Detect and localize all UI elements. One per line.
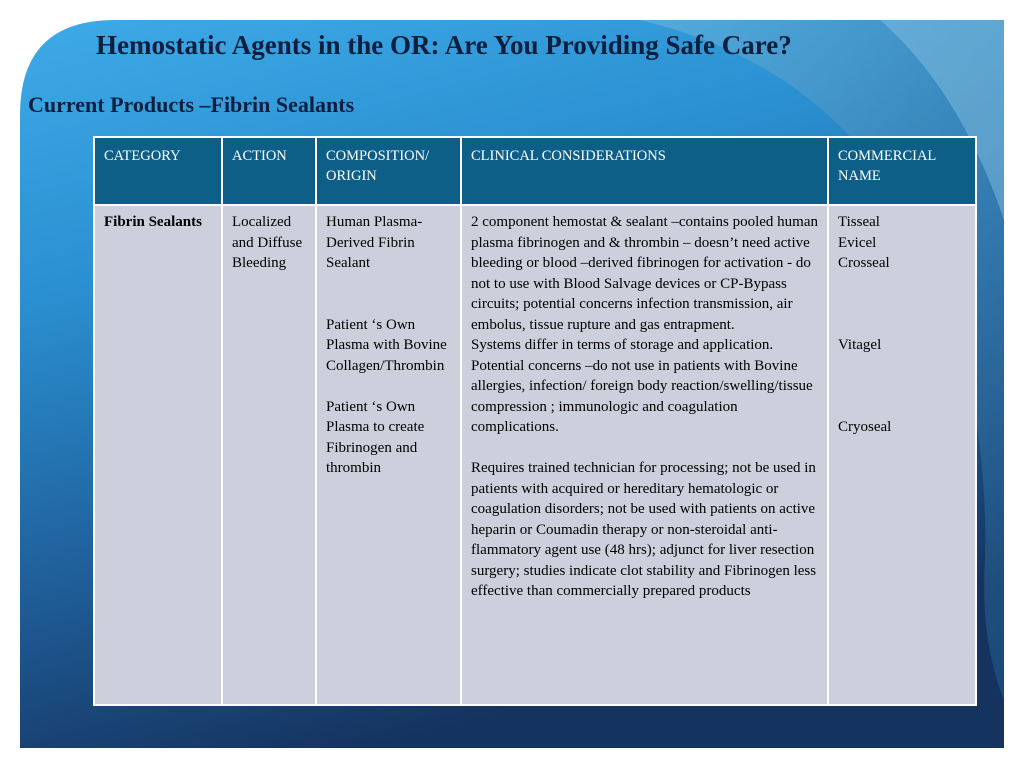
- header-composition: COMPOSITION/ ORIGIN: [316, 137, 461, 205]
- action-cell: [222, 205, 316, 705]
- composition-cell: [316, 205, 461, 705]
- commercial-name: Evicel: [838, 234, 877, 251]
- commercial-name: Vitagel: [838, 337, 882, 353]
- header-action: ACTION: [222, 137, 316, 205]
- clinical-cell: [461, 205, 828, 705]
- table-header-row: [94, 137, 976, 205]
- action-value: Localized and Diffuse Bleeding: [232, 214, 303, 271]
- composition-item: Patient ‘s Own Plasma with Bovine Collagen/Thrombin: [326, 316, 447, 374]
- category-value: Fibrin Sealants: [104, 214, 202, 230]
- commercial-name: Tisseal: [838, 214, 880, 230]
- composition-item: Human Plasma-Derived Fibrin Sealant: [326, 214, 423, 271]
- category-cell: [94, 205, 222, 705]
- commercial-name: Crosseal: [838, 255, 890, 271]
- clinical-paragraph: Systems differ in terms of storage and application. Potential concerns –do not use in patients with Bovine allergies, infection/ foreign body reaction/swelling/tissue compression ; immunologic and coagulation complications.: [471, 337, 813, 435]
- commercial-cell: [828, 205, 976, 705]
- composition-item: Patient ‘s Own Plasma to create Fibrinogen and thrombin: [326, 398, 425, 476]
- header-commercial: COMMERCIAL NAME: [828, 137, 976, 205]
- slide-title: Hemostatic Agents in the OR: Are You Providing Safe Care?: [96, 30, 792, 60]
- header-category: CATEGORY: [94, 137, 222, 205]
- commercial-name: Cryoseal: [838, 419, 892, 435]
- header-clinical: CLINICAL CONSIDERATIONS: [461, 137, 828, 205]
- slide-subtitle: Current Products –Fibrin Sealants: [28, 92, 355, 117]
- fibrin-sealants-table: [93, 136, 977, 706]
- clinical-paragraph: 2 component hemostat & sealant –contains pooled human plasma fibrinogen and & thrombin – doesn’t need active bleeding or blood –derived fibrinogen for activation - do not to use with Blood Salvage devices or CP-Bypass circuits; potential concerns infection transmission, air embolus, tissue rupture and gas entrapment.: [471, 214, 819, 333]
- clinical-paragraph: Requires trained technician for processing; not be used in patients with acquired or hereditary hematologic or coagulation disorders; not be used with patients on active heparin or Coumadin therapy or non-steroidal anti-flammatory agent use (48 hrs); adjunct for liver resection surgery; studies indicate clot stability and Fibrinogen less effective than commercially prepared products: [471, 460, 817, 599]
- table-row: [94, 205, 976, 705]
